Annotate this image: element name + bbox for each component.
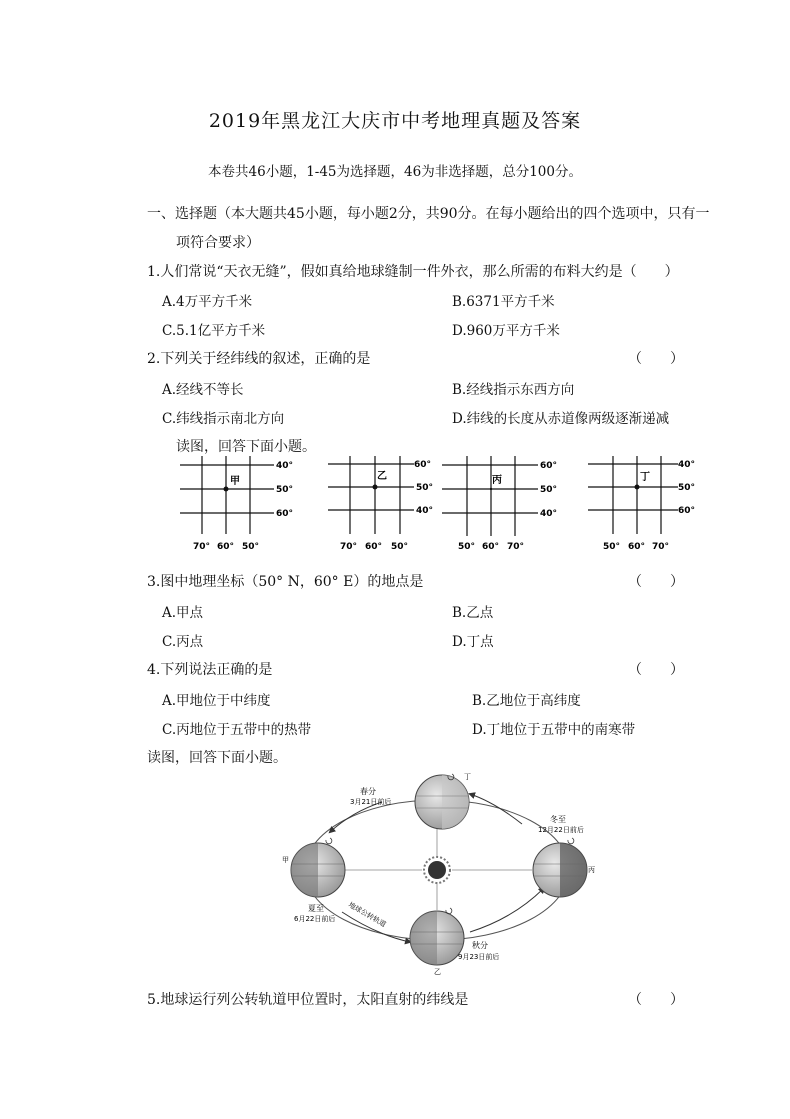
grid-yi-lat-1: 60°	[414, 460, 432, 470]
point-ding	[635, 485, 640, 490]
orbit-arrow-3	[470, 888, 544, 932]
grid-bing-point-label: 丙	[492, 475, 502, 486]
exam-intro: 本卷共46小题，1-45为选择题，46为非选择题，总分100分。	[208, 164, 582, 180]
q1-option-b: B.6371平方千米	[452, 294, 555, 310]
q4-option-d: D.丁地位于五带中的南寒带	[472, 722, 636, 738]
earth-summer-globe	[291, 838, 345, 897]
q2-option-b: B.经线指示东西方向	[452, 382, 575, 398]
q5-answer-paren: （ ）	[628, 992, 684, 1008]
earth-orbit-diagram	[282, 770, 602, 978]
grid-yi-lon-2: 60°	[365, 542, 383, 552]
q4-option-b: B.乙地位于高纬度	[472, 693, 581, 709]
q3-answer-paren: （ ）	[628, 574, 684, 590]
earth-spring-globe	[415, 774, 469, 829]
pos-yi-label: 乙	[434, 968, 441, 976]
grid-jia-lon-1: 70°	[193, 542, 211, 552]
pos-ding-label: 丁	[464, 773, 471, 781]
grid-bing-lat-2: 50°	[540, 485, 558, 495]
grid-ding-lon-2: 60°	[628, 542, 646, 552]
autumn-date: 9月23日前后	[458, 953, 500, 961]
sun-icon	[424, 857, 450, 883]
grid-yi-lat-2: 50°	[416, 483, 434, 493]
grid-jia-lat-1: 40°	[276, 461, 294, 471]
q3-option-a: A.甲点	[162, 605, 204, 621]
q2-stem: 2.下列关于经纬线的叙述，正确的是	[147, 351, 371, 367]
q1-stem: 1.人们常说“天衣无缝”，假如真给地球缝制一件外衣，那么所需的布料大约是（ ）	[147, 264, 679, 280]
pos-jia-label: 甲	[282, 856, 289, 864]
grid-yi-lat-3: 40°	[416, 506, 434, 516]
grid-ding-point-label: 丁	[640, 472, 650, 483]
read-instruction-1: 读图，回答下面小题。	[176, 439, 316, 455]
grid-jia-lat-3: 60°	[276, 509, 294, 519]
lat-lon-grids	[170, 454, 710, 558]
grid-ding-lat-1: 40°	[678, 460, 696, 470]
pos-bing-label: 丙	[588, 866, 595, 874]
grid-yi-lon-1: 70°	[340, 542, 358, 552]
q3-option-d: D.丁点	[452, 634, 494, 650]
section-heading: 一、选择题（本大题共45小题，每小题2分，共90分。在每小题给出的四个选项中，只有一	[147, 206, 710, 222]
winter-date: 12月22日前后	[538, 826, 584, 834]
q1-option-a: A.4万平方千米	[162, 294, 253, 310]
grid-jia-point-label: 甲	[230, 476, 240, 487]
earth-winter-globe	[533, 838, 587, 897]
q4-option-a: A.甲地位于中纬度	[162, 693, 271, 709]
q3-stem: 3.图中地理坐标（50° N，60° E）的地点是	[147, 574, 424, 590]
q5-stem: 5.地球运行列公转轨道甲位置时，太阳直射的纬线是	[147, 992, 469, 1008]
q2-option-a: A.经线不等长	[162, 382, 244, 398]
grid-bing-lat-3: 40°	[540, 509, 558, 519]
autumn-label: 秋分	[472, 941, 488, 950]
section-heading-cont: 项符合要求）	[176, 235, 260, 251]
grid-bing-lon-2: 60°	[482, 542, 500, 552]
point-jia	[224, 487, 229, 492]
point-bing	[490, 488, 492, 490]
grid-jia-lon-2: 60°	[217, 542, 235, 552]
grid-bing	[442, 456, 538, 536]
orbit-arrow-4	[470, 794, 522, 824]
point-yi	[373, 485, 378, 490]
q4-option-c: C.丙地位于五带中的热带	[162, 722, 312, 738]
grid-yi-lon-3: 50°	[391, 542, 409, 552]
grid-jia	[180, 456, 274, 534]
summer-date: 6月22日前后	[294, 915, 336, 923]
grid-jia-lat-2: 50°	[276, 485, 294, 495]
winter-label: 冬至	[550, 815, 566, 824]
q4-answer-paren: （ ）	[628, 662, 684, 678]
grid-yi	[328, 456, 414, 534]
grid-jia-lon-3: 50°	[242, 542, 260, 552]
q2-option-c: C.纬线指示南北方向	[162, 411, 285, 427]
grid-ding-lat-3: 60°	[678, 506, 696, 516]
earth-autumn-globe	[410, 908, 464, 965]
grid-bing-lat-1: 60°	[540, 461, 558, 471]
grid-ding	[588, 456, 678, 534]
orbit-arrow-1	[330, 802, 382, 832]
spring-date: 3月21日前后	[350, 798, 392, 806]
q2-answer-paren: （ ）	[628, 351, 684, 367]
q3-option-c: C.丙点	[162, 634, 204, 650]
summer-label: 夏至	[308, 904, 324, 913]
q1-option-d: D.960万平方千米	[452, 323, 560, 339]
grid-ding-lon-3: 70°	[652, 542, 670, 552]
q2-option-d: D.纬线的长度从赤道像两级逐渐递减	[452, 411, 670, 427]
read-instruction-2: 读图，回答下面小题。	[147, 750, 287, 766]
q1-option-c: C.5.1亿平方千米	[162, 323, 266, 339]
q3-option-b: B.乙点	[452, 605, 494, 621]
grid-yi-point-label: 乙	[377, 471, 387, 482]
grid-ding-lat-2: 50°	[678, 483, 696, 493]
spring-label: 春分	[360, 787, 376, 796]
q4-stem: 4.下列说法正确的是	[147, 662, 273, 678]
grid-bing-lon-1: 50°	[458, 542, 476, 552]
page-title: 2019年黑龙江大庆市中考地理真题及答案	[208, 110, 582, 132]
orbit-text-label: 地球公转轨道	[347, 900, 388, 929]
grid-ding-lon-1: 50°	[603, 542, 621, 552]
grid-bing-lon-3: 70°	[507, 542, 525, 552]
